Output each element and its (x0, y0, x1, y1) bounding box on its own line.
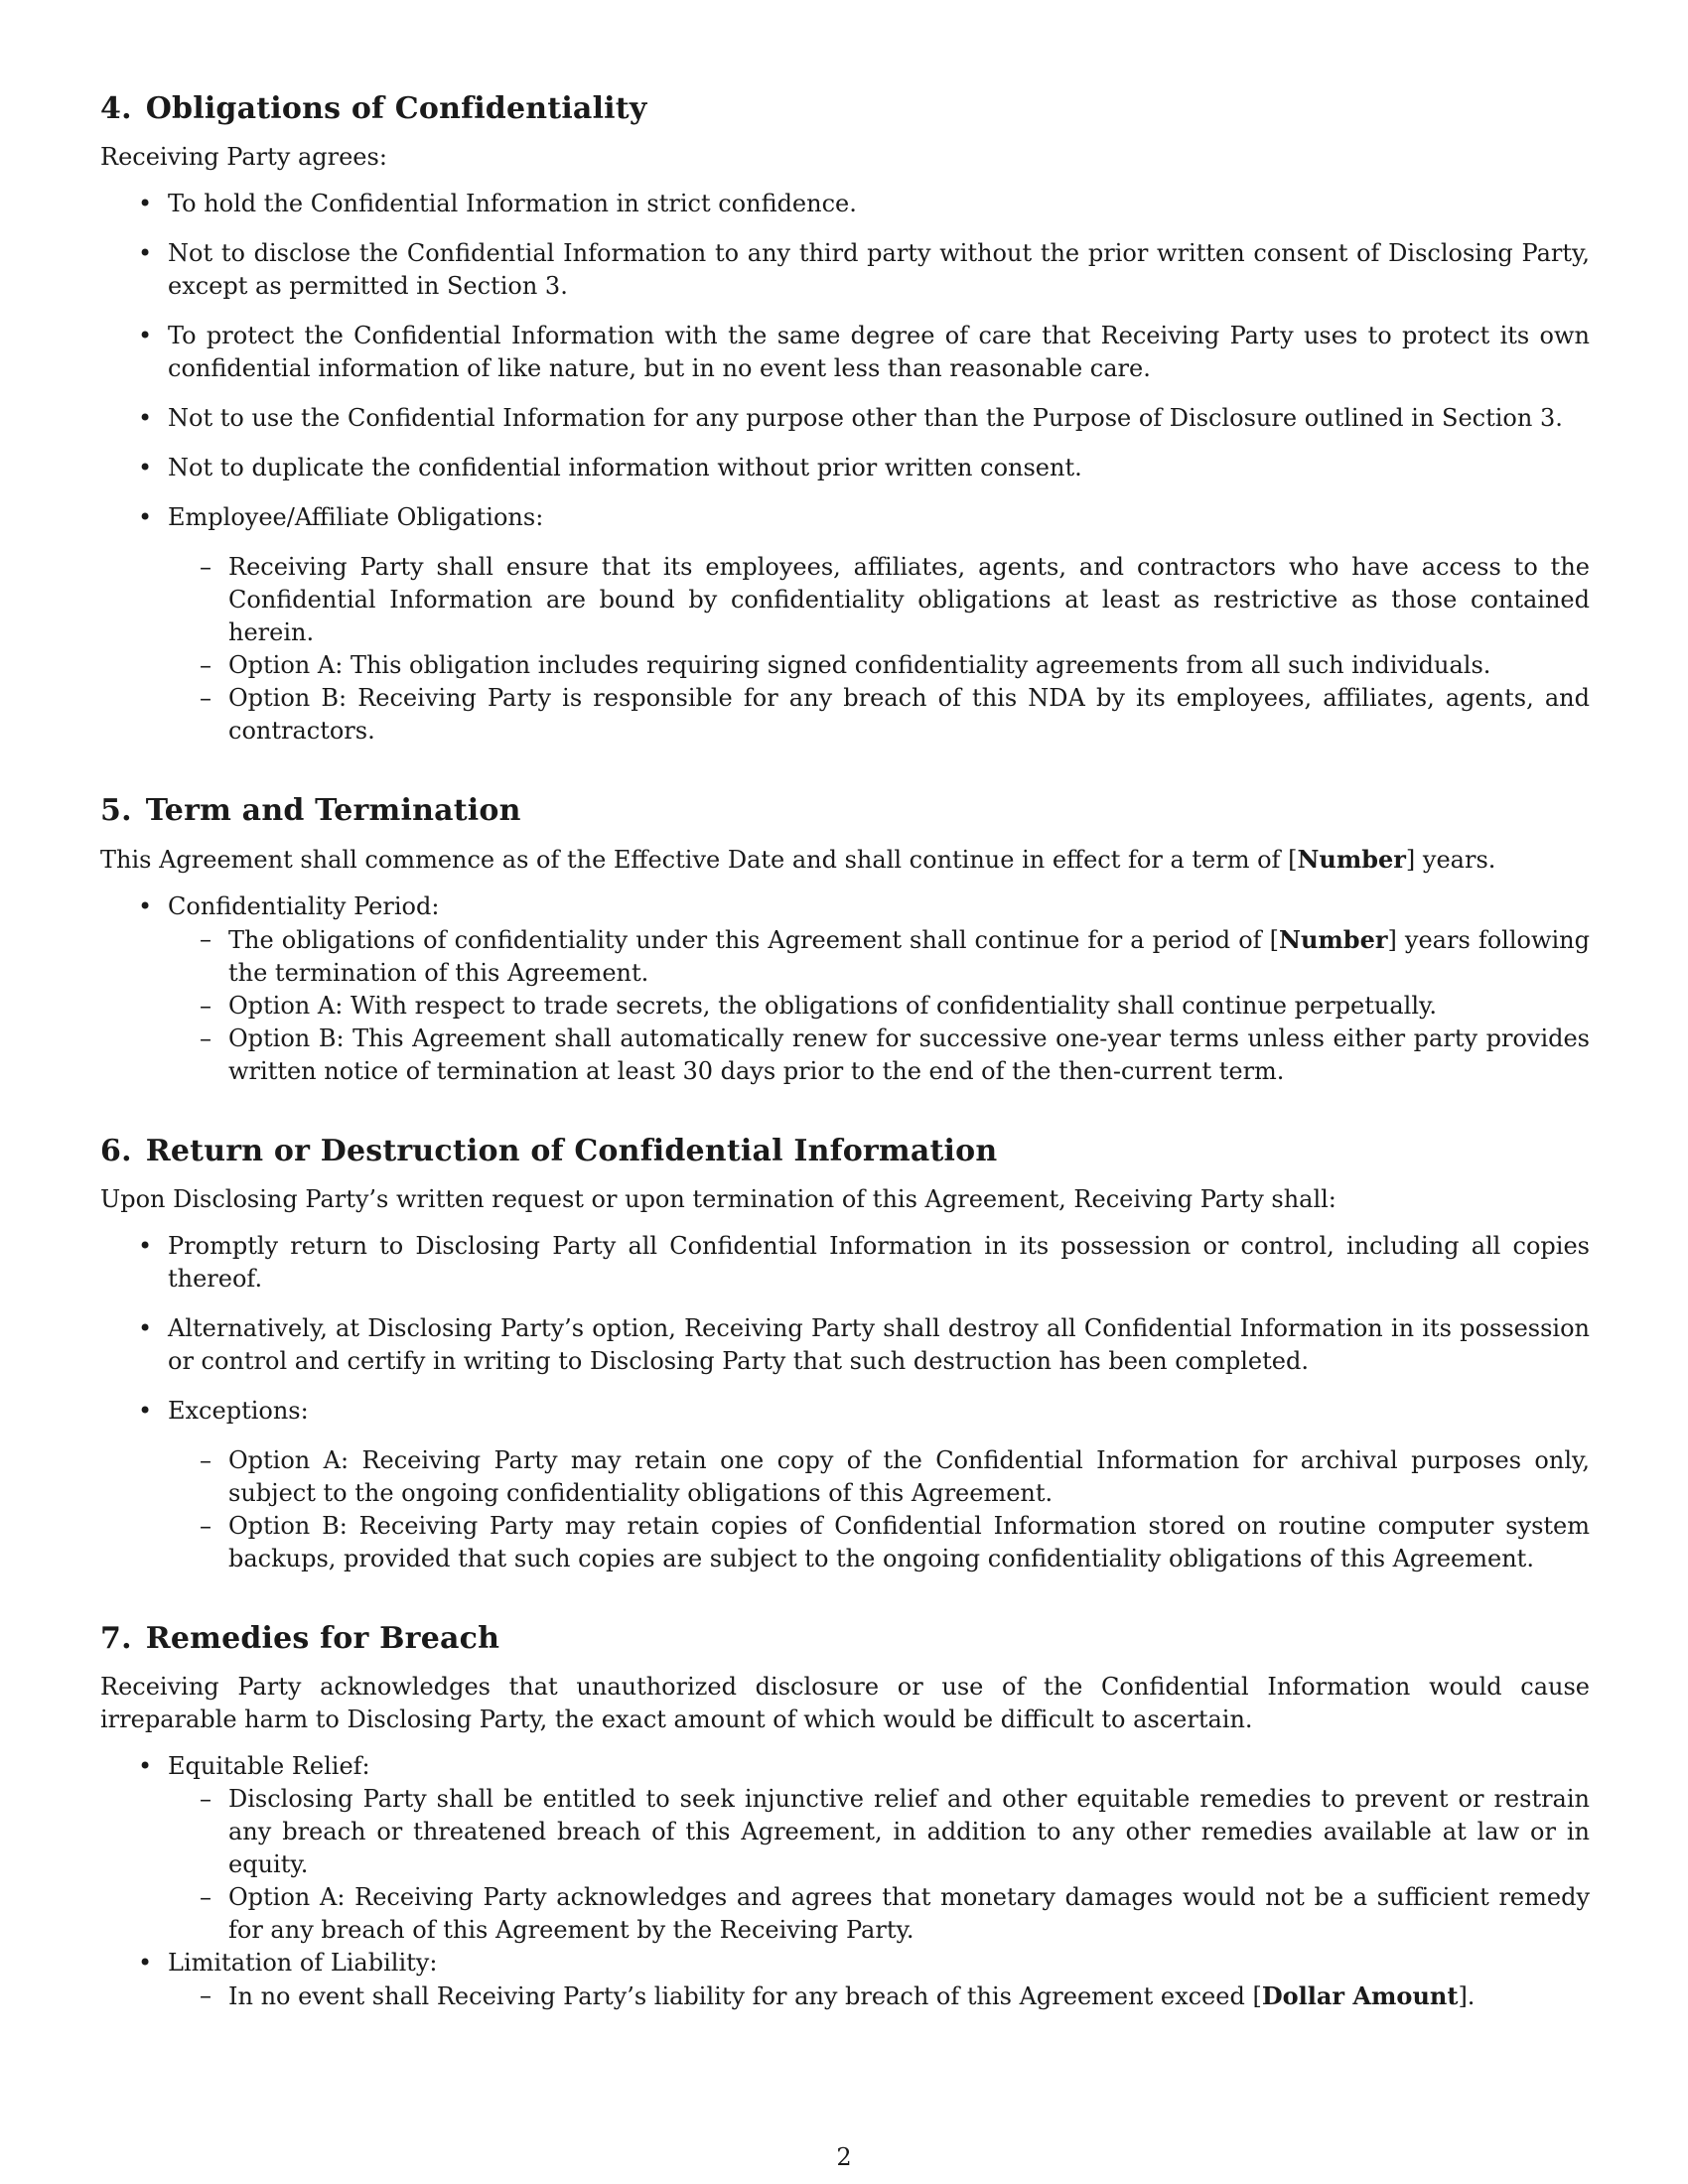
placeholder-field: Dollar Amount (1261, 1981, 1459, 2010)
list-item-group (100, 890, 1590, 1088)
intro-text: This Agreement shall commence as of the Effective Date and shall continue in effect for a term of [ (100, 846, 1298, 874)
list-group-label: Equitable Relief: (168, 1752, 370, 1780)
list-item-group (100, 1750, 1590, 1947)
section-7 (100, 1621, 1590, 2013)
sub-list (168, 923, 1590, 1088)
section-title: Term and Termination (145, 793, 521, 828)
section-4 (100, 91, 1590, 748)
sub-list-item: – Option A: Receiving Party may retain one copy of the Confidential Information for archival purposes only, subject to the ongoing confidentiality obligations of this Agreement. (168, 1444, 1590, 1510)
list-group-label: Exceptions: (168, 1397, 309, 1425)
page-number: 2 (836, 2143, 852, 2171)
bullet-list (100, 1750, 1590, 2013)
list-item: • Not to disclose the Confidential Information to any third party without the prior written consent of Disclosing Party, except as permitted in Section 3. (100, 237, 1590, 303)
sub-list (168, 1444, 1590, 1575)
section-heading (100, 91, 1590, 127)
list-group-label: Employee/Affiliate Obligations: (168, 503, 544, 531)
list-item: • To hold the Confidential Information in strict confidence. (100, 188, 1590, 220)
section-number: 7. (100, 1621, 132, 1656)
sub-list-item: – Option A: Receiving Party acknowledges and agrees that monetary damages would not be a sufficient remedy for any breach of this Agreement by the Receiving Party. (168, 1881, 1590, 1947)
section-title: Return or Destruction of Confidential Information (145, 1134, 998, 1168)
bullet-list (100, 890, 1590, 1088)
document-page (100, 91, 1590, 2059)
section-intro: Upon Disclosing Party’s written request or upon termination of this Agreement, Receiving Party shall: (100, 1185, 1336, 1213)
bullet-list (100, 188, 1590, 748)
sub-item-text: In no event shall Receiving Party’s liability for any breach of this Agreement exceed [ (228, 1982, 1262, 2010)
section-intro (100, 843, 1590, 877)
sub-list (168, 1979, 1590, 2013)
section-number: 4. (100, 91, 132, 126)
sub-item-text: ] years following the termination of this Agreement. (228, 926, 1591, 987)
sub-list-item: – Disclosing Party shall be entitled to seek injunctive relief and other equitable remedies to prevent or restrain any breach or threatened breach of this Agreement, in addition to any other remedies available at law or in equity. (168, 1783, 1590, 1881)
section-heading (100, 1621, 1590, 1657)
list-item-group (100, 1947, 1590, 2013)
sub-list-item: – Option B: Receiving Party may retain copies of Confidential Information stored on routine computer system backups, provided that such copies are subject to the ongoing confidentiality obligations of this Agreement. (168, 1510, 1590, 1575)
sub-list (168, 1783, 1590, 1947)
sub-list-item (168, 923, 1590, 990)
bullet-list (100, 1230, 1590, 1575)
section-intro: Receiving Party acknowledges that unauthorized disclosure or use of the Confidential Information would cause irreparable harm to Disclosing Party, the exact amount of which would be difficult to ascertain. (100, 1673, 1590, 1733)
section-heading (100, 793, 1590, 829)
section-6 (100, 1134, 1590, 1575)
list-item: • Not to duplicate the confidential information without prior written consent. (100, 452, 1590, 484)
sub-list (168, 551, 1590, 748)
section-title: Remedies for Breach (145, 1621, 500, 1656)
list-item-group (100, 1395, 1590, 1575)
list-group-label: Confidentiality Period: (168, 892, 440, 920)
section-number: 5. (100, 793, 132, 828)
sub-list-item: – Receiving Party shall ensure that its employees, affiliates, agents, and contractors who have access to the Confidential Information are bound by confidentiality obligations at least as restrictive as those contained herein. (168, 551, 1590, 649)
sub-item-text: The obligations of confidentiality under this Agreement shall continue for a period of [ (228, 926, 1279, 954)
section-number: 6. (100, 1134, 132, 1168)
list-item-group (100, 501, 1590, 748)
placeholder-field: Number (1297, 845, 1406, 874)
list-item: • Alternatively, at Disclosing Party’s option, Receiving Party shall destroy all Confidential Information in its possession or control and certify in writing to Disclosing Party that such destruction has been completed. (100, 1312, 1590, 1378)
placeholder-field: Number (1279, 925, 1388, 954)
section-heading (100, 1134, 1590, 1169)
section-intro: Receiving Party agrees: (100, 143, 387, 171)
list-item: • Not to use the Confidential Information for any purpose other than the Purpose of Disclosure outlined in Section 3. (100, 402, 1590, 435)
list-item: • To protect the Confidential Information with the same degree of care that Receiving Party uses to protect its own confidential information of like nature, but in no event less than reasonable care. (100, 320, 1590, 385)
sub-list-item: – Option B: Receiving Party is responsible for any breach of this NDA by its employees, affiliates, agents, and contractors. (168, 682, 1590, 748)
section-5 (100, 793, 1590, 1088)
sub-list-item: – Option A: This obligation includes requiring signed confidentiality agreements from all such individuals. (168, 649, 1590, 682)
sub-list-item: – Option B: This Agreement shall automatically renew for successive one-year terms unless either party provides written notice of termination at least 30 days prior to the end of the then-current term. (168, 1023, 1590, 1088)
list-group-label: Limitation of Liability: (168, 1949, 438, 1977)
intro-text: ] years. (1405, 846, 1496, 874)
list-item: • Promptly return to Disclosing Party all Confidential Information in its possession or control, including all copies thereof. (100, 1230, 1590, 1296)
sub-list-item (168, 1979, 1590, 2013)
sub-item-text: ]. (1458, 1982, 1476, 2010)
section-title: Obligations of Confidentiality (145, 91, 647, 126)
sub-list-item: – Option A: With respect to trade secrets, the obligations of confidentiality shall continue perpetually. (168, 990, 1590, 1023)
